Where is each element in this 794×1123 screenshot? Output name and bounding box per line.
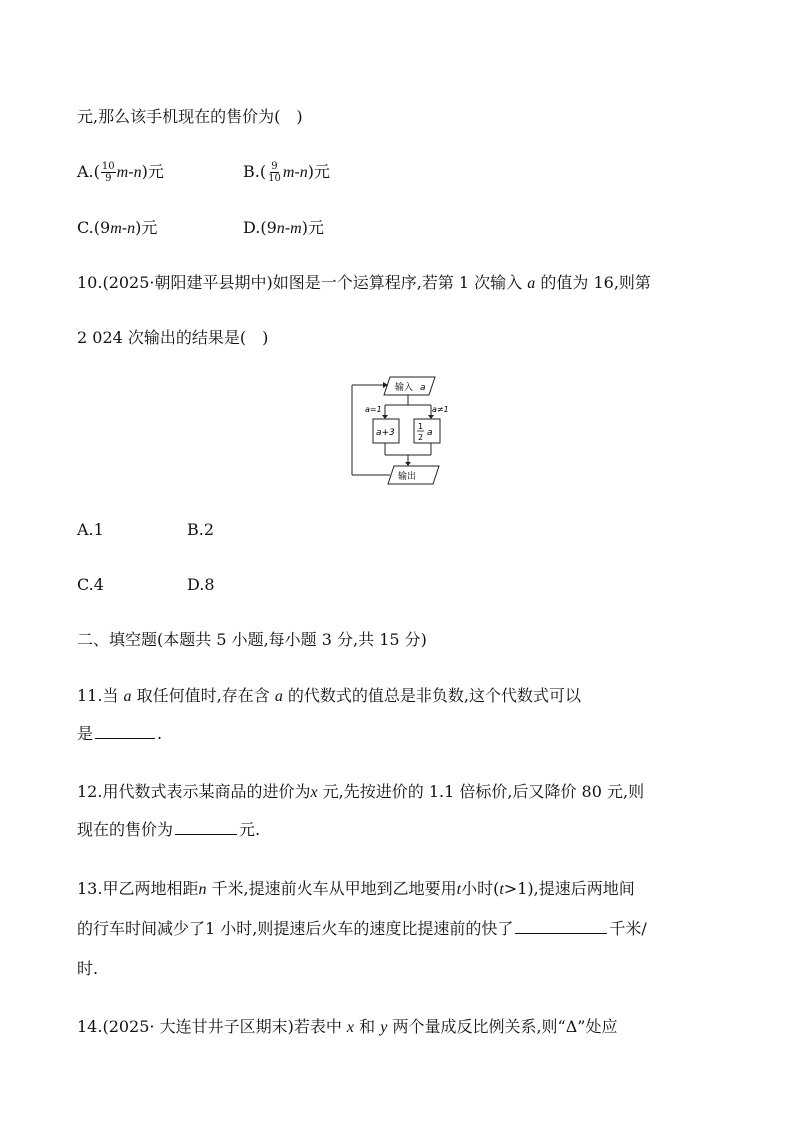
answer-blank[interactable]	[515, 919, 607, 934]
q11-line1: 11.当 a 取任何值时,存在含 a 的代数式的值总是非负数,这个代数式可以	[77, 686, 582, 705]
q9-stem-tail: 元,那么该手机现在的售价为( )	[77, 107, 303, 126]
q12-line1: 12.用代数式表示某商品的进价为x 元,先按进价的 1.1 倍标价,后又降价 80 元,则	[77, 782, 645, 801]
q9-option-d: D.(9n-m)元	[243, 218, 324, 237]
q10-option-c: C.4	[77, 575, 104, 594]
answer-blank[interactable]	[175, 820, 237, 835]
q9-option-b: B.( $\frac{9}{10}$ m-n)元	[243, 161, 331, 184]
q13-line3: 时.	[77, 959, 99, 978]
box-right-den: 2	[418, 433, 424, 442]
condition-left: a=1	[365, 405, 382, 414]
q10-option-b: B.2	[187, 520, 215, 539]
box-right-num: 1	[418, 422, 424, 431]
q9-option-c: C.(9m-n)元	[77, 218, 158, 237]
q9-option-a: A.( $\frac{10}{9}$ m-n)元	[77, 161, 164, 184]
q13-line1: 13.甲乙两地相距n 千米,提速前火车从甲地到乙地要用t小时(t>1),提速后两地间	[77, 879, 635, 898]
q10-stem-line2: 2 024 次输出的结果是( )	[77, 328, 269, 347]
section-title: 二、填空题(本题共 5 小题,每小题 3 分,共 15 分)	[77, 630, 427, 649]
fraction: $\frac{9}{10}$	[268, 161, 281, 184]
box-right-var: a	[427, 428, 433, 438]
output-label: 输出	[398, 472, 417, 482]
q10-option-d: D.8	[187, 575, 215, 594]
q10-stem-line1: 10.(2025·朝阳建平县期中)如图是一个运算程序,若第 1 次输入 a 的值为 16,则第	[77, 273, 651, 292]
answer-blank[interactable]	[95, 724, 155, 739]
input-label: 输入	[395, 383, 414, 393]
box-left-label: a+3	[376, 428, 395, 438]
q12-line2: 现在的售价为 元.	[77, 820, 261, 839]
fraction: $\frac{10}{9}$	[101, 161, 115, 184]
condition-right: a≠1	[432, 405, 449, 414]
operation-flowchart	[340, 373, 460, 488]
q13-line2: 的行车时间减少了1 小时,则提速后火车的速度比提速前的快了 千米/	[77, 919, 647, 938]
input-var: a	[420, 383, 426, 393]
q11-line2: 是 .	[77, 724, 163, 743]
q10-option-a: A.1	[77, 520, 104, 539]
q14-line1: 14.(2025· 大连甘井子区期末)若表中 x 和 y 两个量成反比例关系,则“Δ”处应	[77, 1017, 618, 1036]
